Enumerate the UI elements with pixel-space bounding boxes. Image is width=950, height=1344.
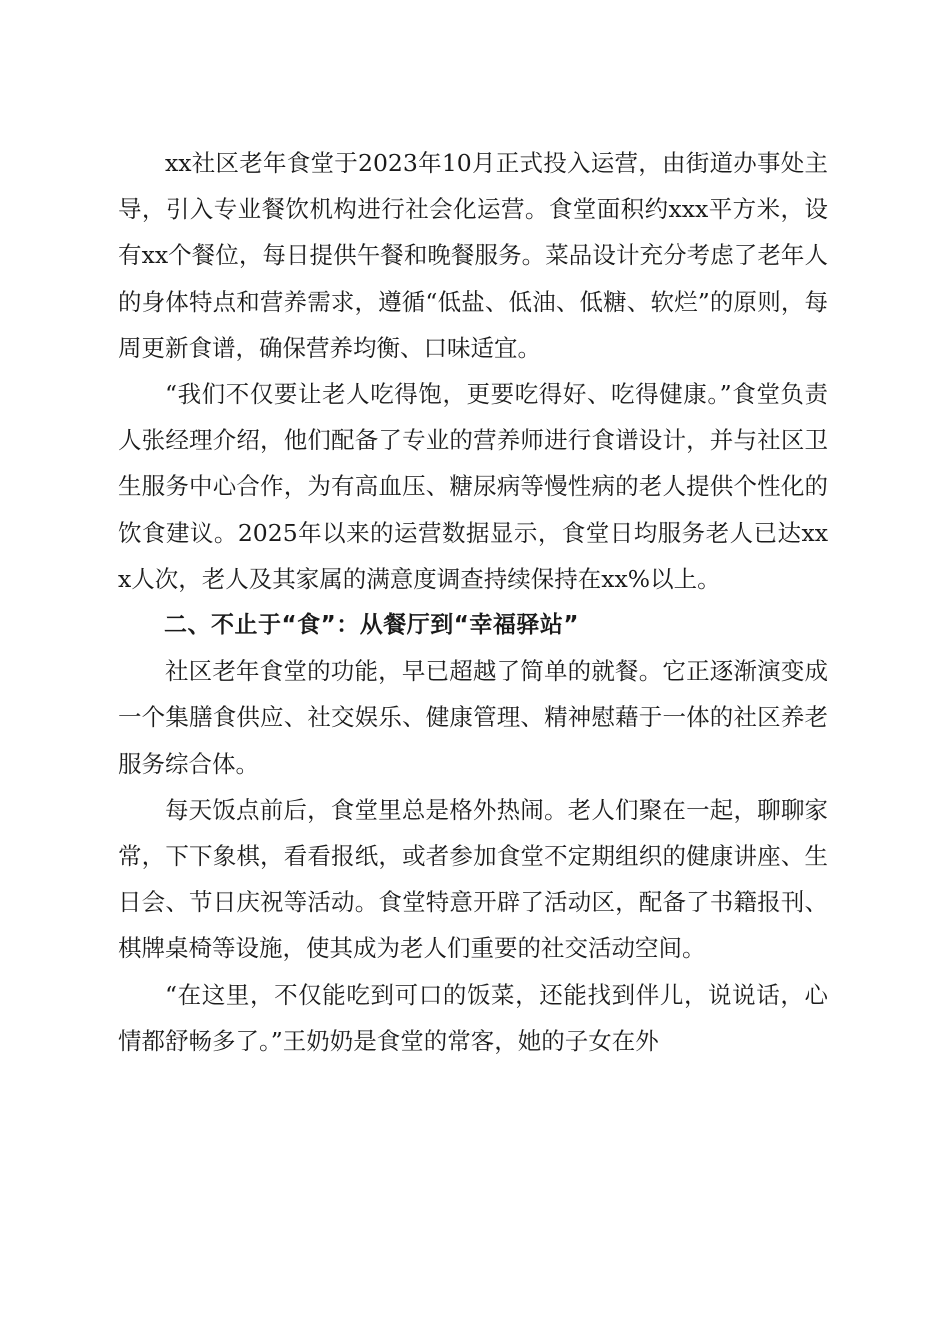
paragraph-grandma-wang-quote: “在这里，不仅能吃到可口的饭菜，还能找到伴儿，说说话，心情都舒畅多了。”王奶奶是食堂的常客，她的子女在外 <box>118 980 828 1055</box>
paragraph-canteen-overview: xx社区老年食堂于2023年10月正式投入运营，由街道办事处主导，引入专业餐饮机构进行社会化运营。食堂面积约xxx平方米，设有xx个餐位，每日提供午餐和晚餐服务。菜品设计充分考虑了老年人的身体特点和营养需求，遵循“低盐、低油、低糖、软烂”的原则，每周更新食谱，确保营养均衡、口味适宜。 <box>118 149 828 362</box>
section-heading-2: 二、不止于“食”：从餐厅到“幸福驿站” <box>164 612 579 639</box>
paragraph-daily-activities: 每天饭点前后，食堂里总是格外热闹。老人们聚在一起，聊聊家常，下下象棋，看看报纸，或者参加食堂不定期组织的健康讲座、生日会、节日庆祝等活动。食堂特意开辟了活动区，配备了书籍报刊、棋牌桌椅等设施，使其成为老人们重要的社交活动空间。 <box>118 795 828 963</box>
document-page <box>118 140 828 1064</box>
paragraph-manager-quote: “我们不仅要让老人吃得饱，更要吃得好、吃得健康。”食堂负责人张经理介绍，他们配备了专业的营养师进行食谱设计，并与社区卫生服务中心合作，为有高血压、糖尿病等慢性病的老人提供个性化的饮食建议。2025年以来的运营数据显示，食堂日均服务老人已达xxx人次，老人及其家属的满意度调查持续保持在xx%以上。 <box>118 380 828 593</box>
paragraph-function-overview: 社区老年食堂的功能，早已超越了简单的就餐。它正逐渐演变成一个集膳食供应、社交娱乐、健康管理、精神慰藉于一体的社区养老服务综合体。 <box>118 657 828 778</box>
